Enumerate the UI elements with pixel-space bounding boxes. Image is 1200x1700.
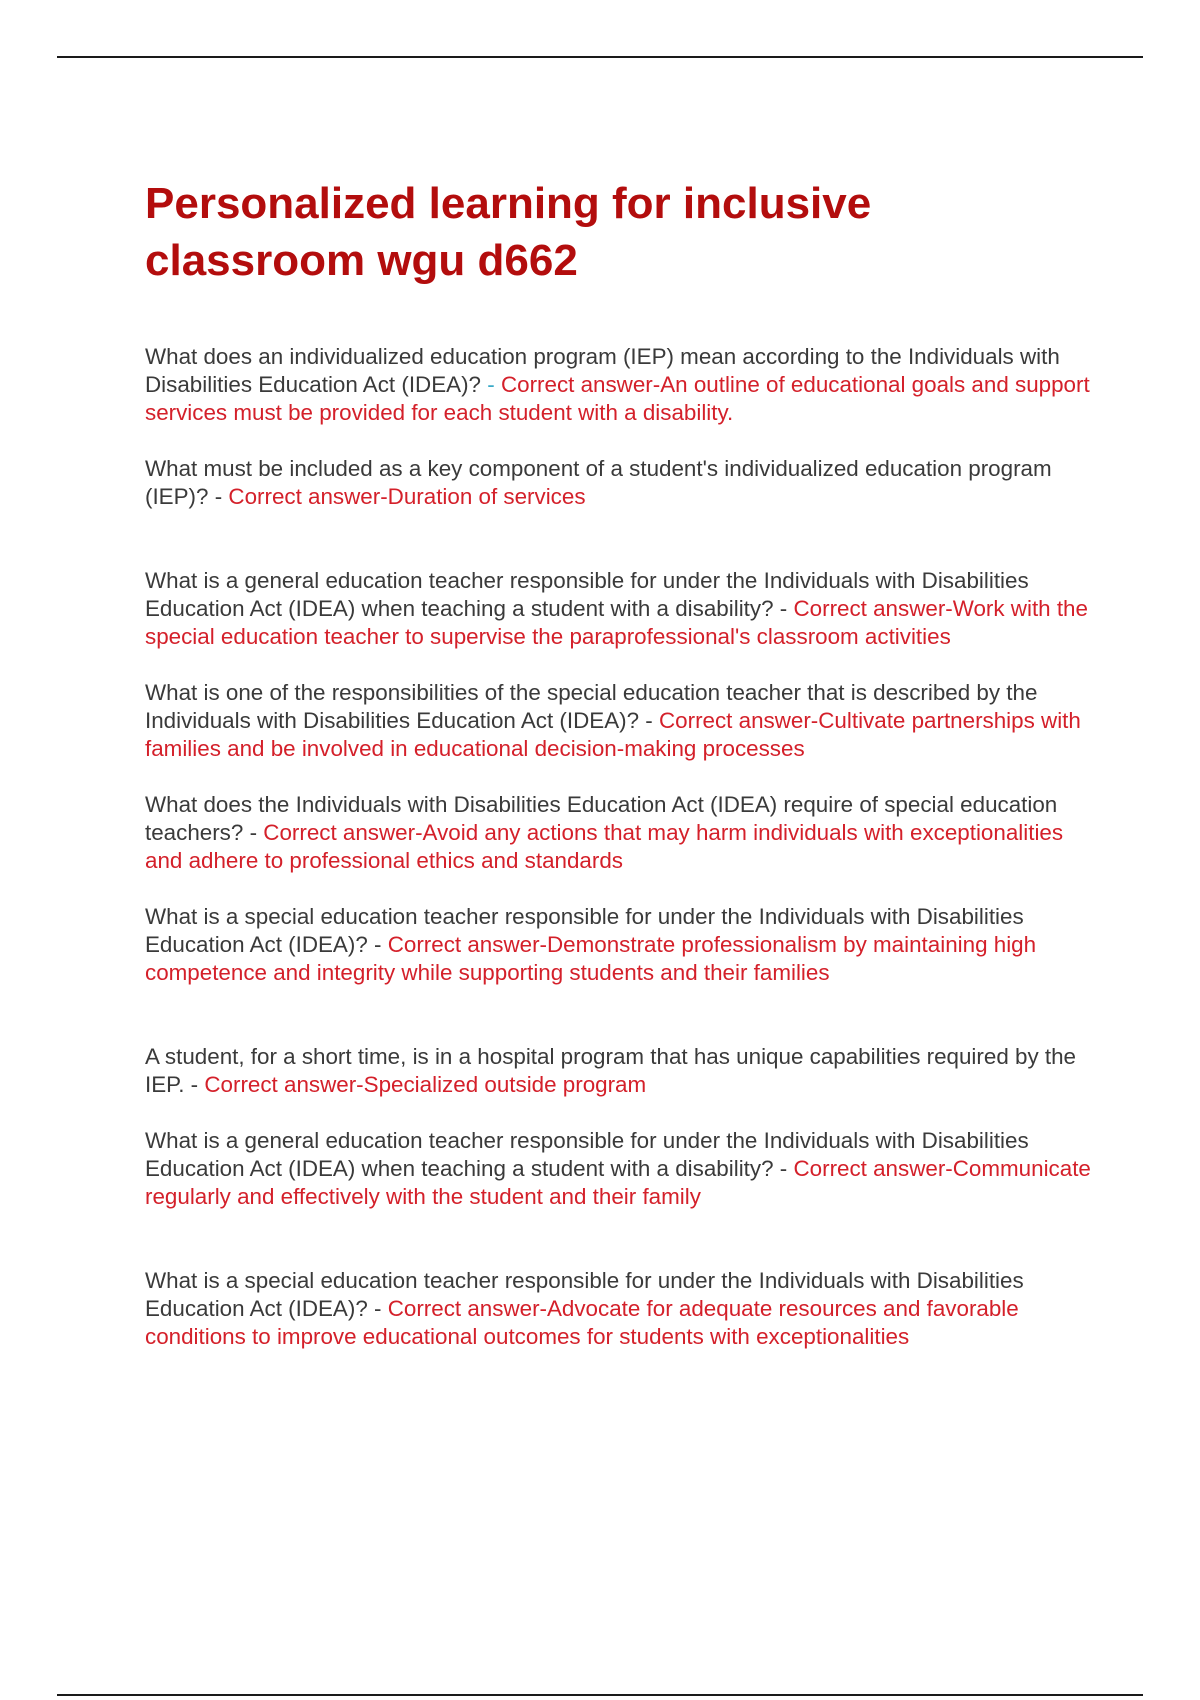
bottom-rule [57,1694,1143,1696]
document-body [145,175,1095,1351]
question-text: What is a general education teacher responsible for under the Individuals with Disabilities Education Act (IDEA) when teaching a student with a disability? [145,1128,1029,1181]
answer-text: Correct answer-Avoid any actions that may harm individuals with exceptionalities and adhere to professional ethics and standards [145,820,1064,873]
answer-text: Correct answer-Work with the special education teacher to supervise the paraprofessional's classroom activities [145,596,1088,649]
question-text: What is a special education teacher responsible for under the Individuals with Disabilities Education Act (IDEA)? [145,1268,1024,1321]
question-text: What is a general education teacher responsible for under the Individuals with Disabilities Education Act (IDEA) when teaching a student with a disability? [145,568,1029,621]
qa-item-3 [145,567,1095,651]
document-title: Personalized learning for inclusive classroom wgu d662 [145,179,872,285]
separator: - [487,372,495,397]
answer-text: Correct answer-An outline of educational goals and support services must be provided for each student with a disability. [145,372,1090,425]
qa-item-8 [145,1127,1095,1211]
answer-text: Correct answer-Advocate for adequate resources and favorable conditions to improve educational outcomes for students with exceptionalities [145,1296,1019,1349]
separator: - [190,1072,199,1097]
qa-item-7 [145,1043,1095,1099]
top-rule [57,56,1143,58]
separator: - [374,932,382,957]
answer-text: Correct answer-Communicate regularly and effectively with the student and their family [145,1156,1091,1209]
question-text: What is one of the responsibilities of the special education teacher that is described by the Individuals with Disabilities Education Act (IDEA)? [145,680,1038,733]
answer-text: Correct answer-Duration of services [228,484,586,509]
answer-text: Correct answer-Specialized outside program [204,1072,647,1097]
separator: - [779,596,788,621]
question-text: What is a special education teacher responsible for under the Individuals with Disabilities Education Act (IDEA)? [145,904,1024,957]
question-text: A student, for a short time, is in a hospital program that has unique capabilities required by the IEP. [145,1044,1076,1097]
answer-text: Correct answer-Demonstrate professionalism by maintaining high competence and integrity while supporting students and their families [145,932,1037,985]
separator: - [374,1296,382,1321]
question-text: What does an individualized education program (IEP) mean according to the Individuals with Disabilities Education Act (IDEA)? [145,344,1060,397]
question-text: What does the Individuals with Disabilities Education Act (IDEA) require of special education teachers? [145,792,1058,845]
separator: - [645,708,653,733]
qa-item-6 [145,903,1095,987]
separator: - [249,820,258,845]
qa-item-9 [145,1267,1095,1351]
qa-item-5 [145,791,1095,875]
qa-item-2 [145,455,1095,511]
qa-item-1 [145,343,1095,427]
separator: - [214,484,223,509]
separator: - [779,1156,788,1181]
question-text: What must be included as a key component of a student's individualized education program (IEP)? [145,456,1052,509]
qa-item-4 [145,679,1095,763]
answer-text: Correct answer-Cultivate partnerships with families and be involved in educational decision-making processes [145,708,1081,761]
